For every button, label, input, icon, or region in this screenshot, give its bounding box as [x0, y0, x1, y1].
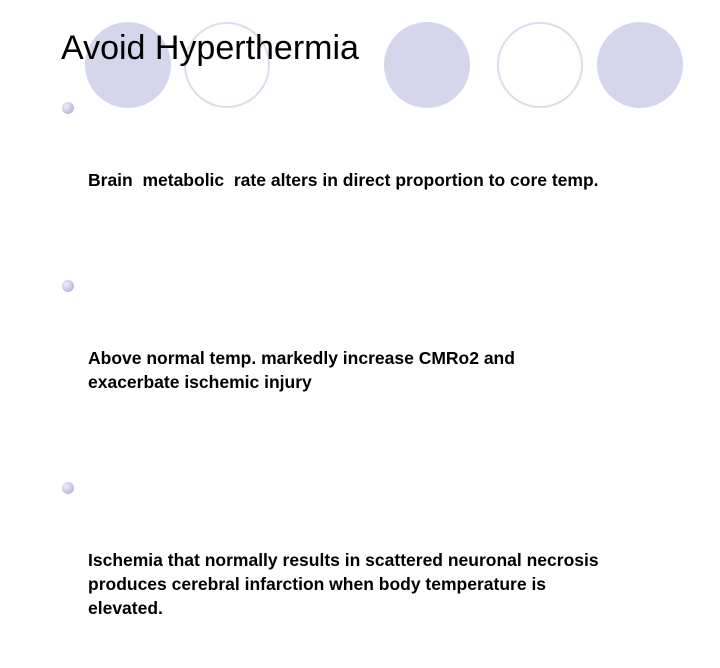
bullet-text: Brain metabolic rate alters in direct proportion to core temp. — [88, 170, 599, 190]
slide-title: Avoid Hyperthermia — [61, 29, 359, 67]
circle-bullet-icon — [62, 482, 74, 494]
bullet-item — [62, 476, 702, 668]
bullet-text: Ischemia that normally results in scattered neuronal necrosis produces cerebral infarction when body temperature is elevated. — [88, 550, 599, 618]
circle-bullet-icon — [62, 280, 74, 292]
circle-bullet-icon — [62, 102, 74, 114]
bullet-text: Above normal temp. markedly increase CMRo2 and exacerbate ischemic injury — [88, 348, 515, 392]
bullet-list — [62, 96, 702, 668]
bullet-item — [62, 96, 702, 240]
bullet-item — [62, 274, 702, 442]
